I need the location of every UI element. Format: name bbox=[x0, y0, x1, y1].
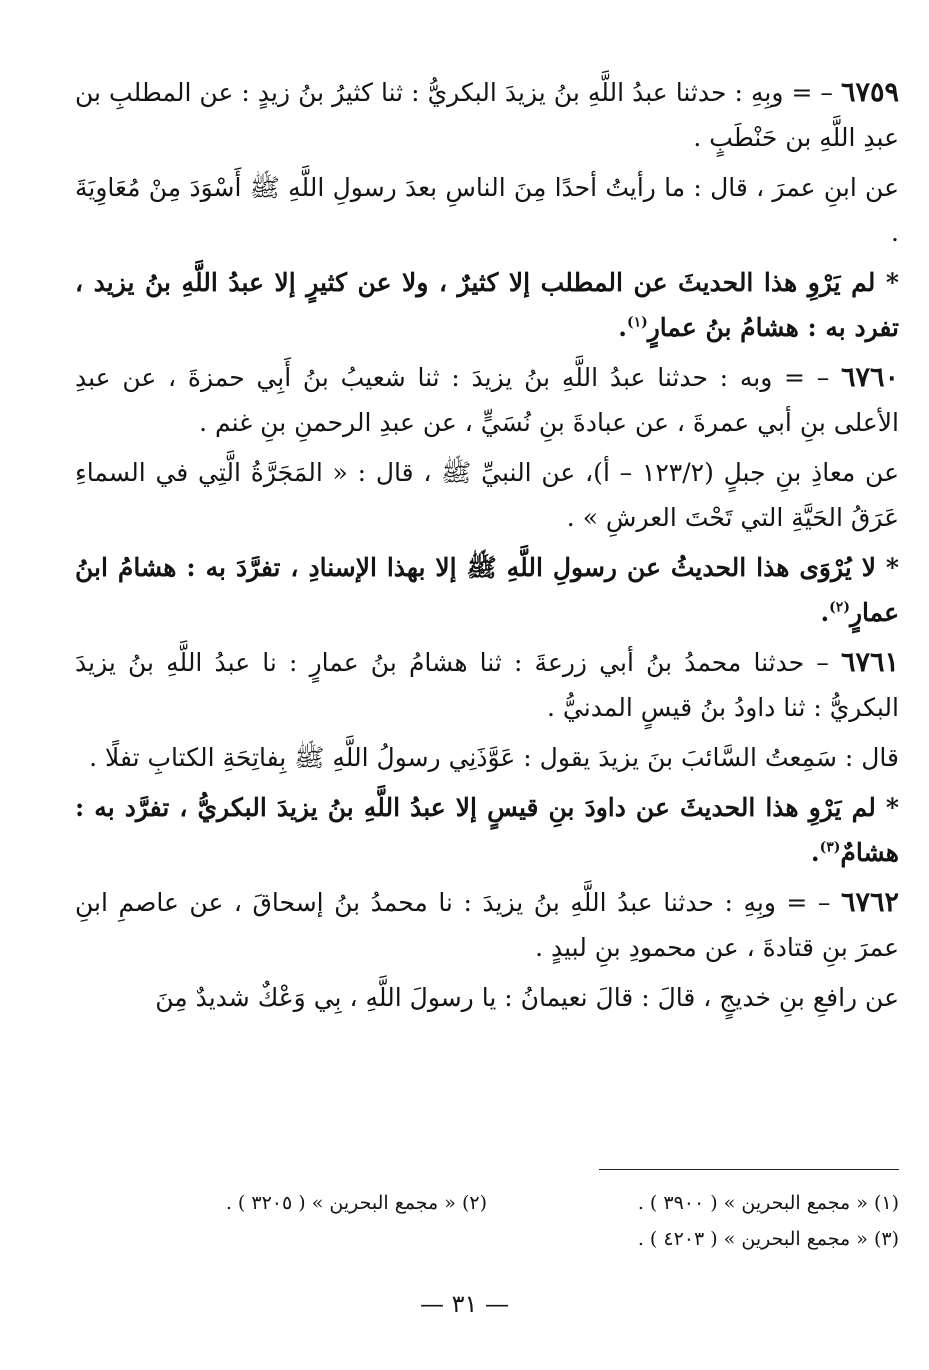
hadith-6760 bbox=[75, 355, 899, 445]
isnad-text: – = وبِهِ : حدثنا عبدُ اللَّهِ بنُ يزيدَ البكريُّ : ثنا كثيرُ بنُ زيدٍ : عن المطلبِ بن عبدِ اللَّهِ بن حَنْطَبٍ . bbox=[75, 78, 899, 152]
hadith-number: ٦٧٦٠ bbox=[840, 362, 899, 393]
footnote-ref: (٢) bbox=[829, 599, 850, 616]
isnad-text: – حدثنا محمدُ بنُ أبي زرعةَ : ثنا هشامُ بنُ عمارٍ : نا عبدُ اللَّهِ بنُ يزيدَ البكريُّ : ثنا داودُ بنُ قيسٍ المدنيُّ . bbox=[75, 648, 899, 722]
matn-content: قال : سَمِعتُ السَّائبَ بنَ يزيدَ يقول : عَوَّذَنِي رسولُ اللَّهِ ﷺ بِفاتِحَةِ الكتابِ تفلًا . bbox=[89, 743, 899, 772]
footnote-ref: (٣) bbox=[819, 839, 841, 856]
main-text bbox=[75, 70, 899, 1025]
commentary-note bbox=[75, 545, 899, 635]
footnote-divider bbox=[599, 1169, 899, 1170]
footnote-3: (٣) « مجمع البحرين » ( ٤٢٠٣ ) . bbox=[637, 1228, 899, 1250]
footnote-ref: (١) bbox=[626, 314, 648, 331]
hadith-6762 bbox=[75, 880, 899, 970]
hadith-6761 bbox=[75, 640, 899, 730]
footnote-row bbox=[75, 1221, 899, 1257]
footnote-row bbox=[75, 1185, 899, 1221]
matn-content: عن ابنِ عمرَ ، قال : ما رأيتُ أحدًا مِنَ الناسِ بعدَ رسولِ اللَّهِ ﷺ أَسْوَدَ مِنْ مُعَاوِيَةَ . bbox=[75, 173, 899, 247]
isnad-text: – = وبه : حدثنا عبدُ اللَّهِ بنُ يزيدَ : ثنا شعيبُ بنُ أَبِي حمزةَ ، عن عبدِ الأعلى بنِ أبي عمرةَ ، عن عبادةَ بنِ نُسَيٍّ ، عن عبدِ الرحمنِ بنِ غنم . bbox=[75, 363, 899, 437]
footnote-1: (١) « مجمع البحرين » ( ٣٩٠٠ ) . bbox=[637, 1192, 899, 1214]
footnotes bbox=[75, 1185, 899, 1257]
note-end: . bbox=[810, 838, 820, 867]
matn-text bbox=[75, 165, 899, 255]
hadith-6759 bbox=[75, 70, 899, 160]
footnote-2: (٢) « مجمع البحرين » ( ٣٢٠٥ ) . bbox=[225, 1192, 487, 1214]
note-text: * لم يَرْوِ هذا الحديثَ عن المطلب إلا كثيرٌ ، ولا عن كثيرٍ إلا عبدُ اللَّهِ بنُ يزيد ، تفرد به : هشامُ بنُ عمارٍ bbox=[75, 268, 899, 342]
hadith-number: ٦٧٦١ bbox=[840, 647, 899, 678]
commentary-note bbox=[75, 260, 899, 350]
hadith-number: ٦٧٦٢ bbox=[840, 887, 899, 918]
note-text: * لم يَرْوِ هذا الحديثَ عن داودَ بنِ قيسٍ إلا عبدُ اللَّهِ بنُ يزيدَ البكريُّ ، تفرَّد به : هشامٌ bbox=[75, 793, 899, 867]
isnad-text: – = وبِهِ : حدثنا عبدُ اللَّهِ بنُ يزيدَ : نا محمدُ بنُ إسحاقَ ، عن عاصمِ ابنِ عمرَ بنِ قتادةَ ، عن محمودِ بنِ لبيدٍ . bbox=[75, 888, 899, 962]
matn-content: عن معاذِ بنِ جبلٍ (١٢٣/٢ – أ)، عن النبيِّ ﷺ ، قال : « المَجَرَّةُ الَّتِي في السماءِ عَرَقُ الحَيَّةِ التي تَحْتَ العرشِ » . bbox=[75, 458, 899, 532]
hadith-number: ٦٧٥٩ bbox=[840, 77, 899, 108]
note-end: . bbox=[820, 598, 830, 627]
matn-content: عن رافعِ بنِ خديجٍ ، قالَ : قالَ نعيمانُ : يا رسولَ اللَّهِ ، بِي وَعْكٌ شديدٌ مِنَ bbox=[155, 983, 899, 1012]
page-number: — ٣١ — bbox=[419, 1290, 510, 1318]
matn-text bbox=[75, 450, 899, 540]
matn-text bbox=[75, 975, 899, 1020]
matn-text bbox=[75, 735, 899, 780]
note-text: * لا يُرْوَى هذا الحديثُ عن رسولِ اللَّهِ ﷺ إلا بهذا الإسنادِ ، تفرَّدَ به : هشامُ ابنُ عمارٍ bbox=[75, 553, 899, 627]
note-end: . bbox=[618, 313, 627, 342]
commentary-note bbox=[75, 785, 899, 875]
